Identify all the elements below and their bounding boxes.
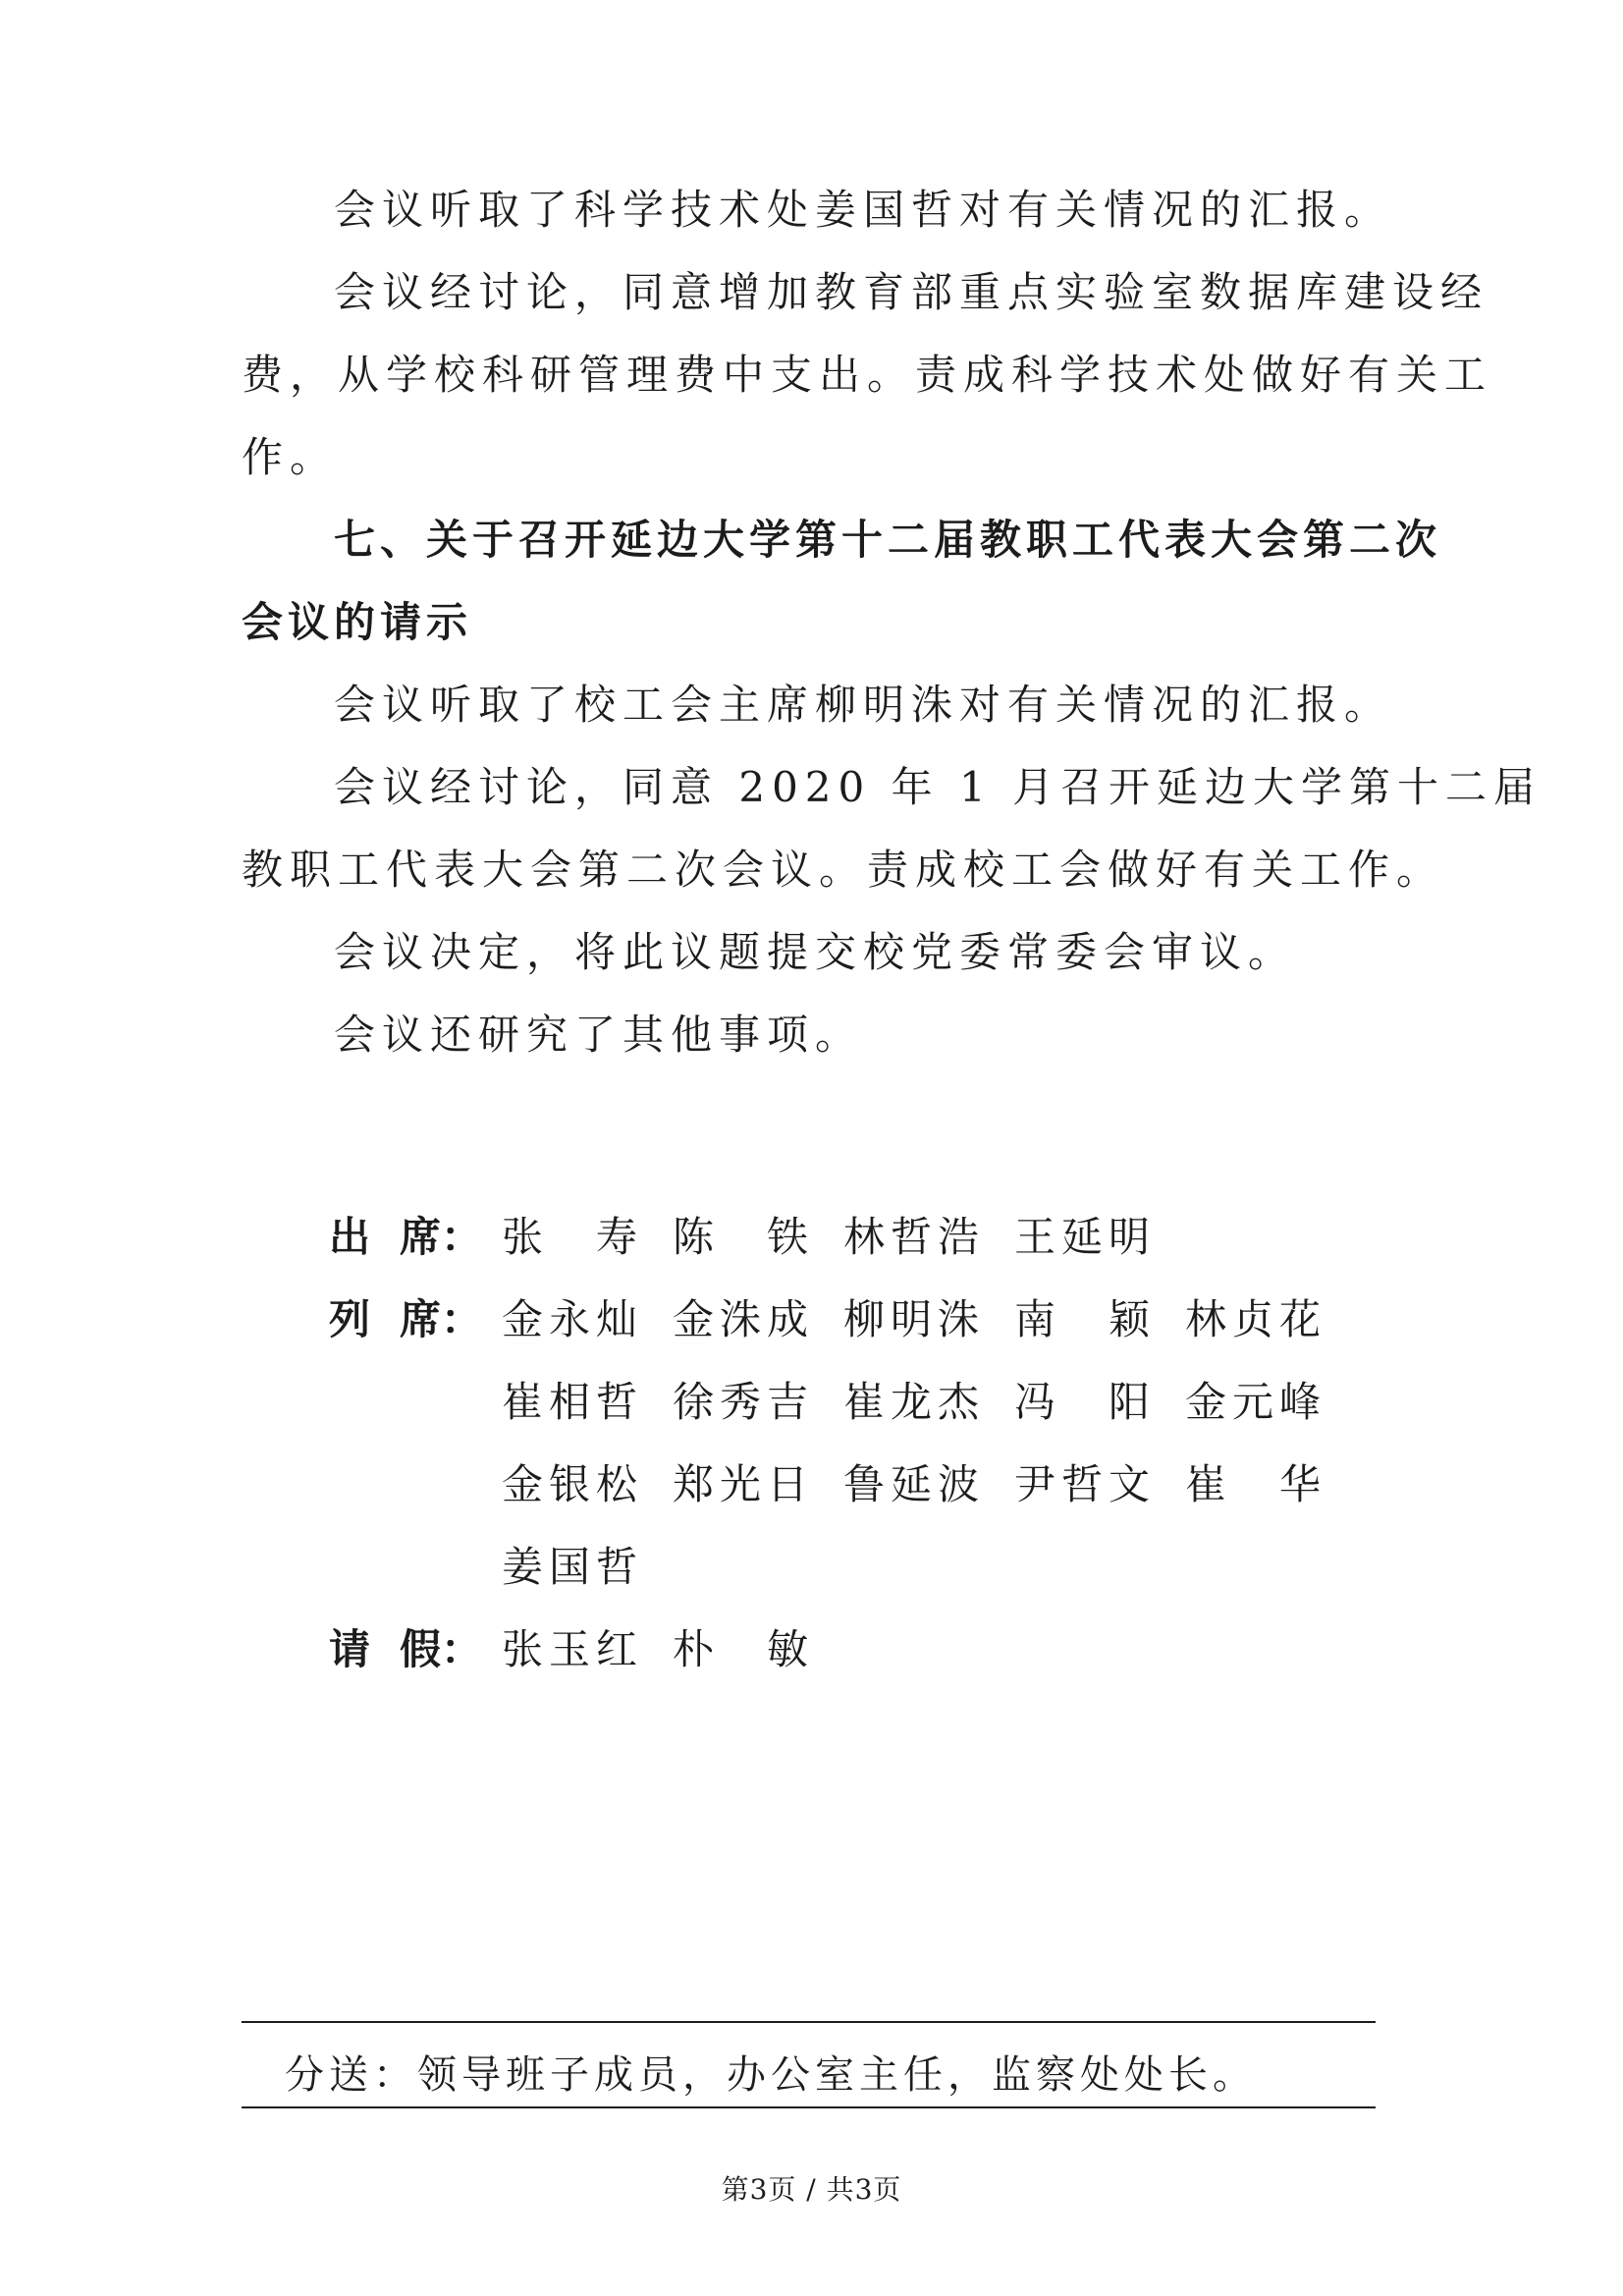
attendance-attending-row [329, 1279, 1356, 1361]
attendee-name: 姜国哲 [502, 1543, 644, 1591]
distribution-bottom-rule [242, 2106, 1376, 2108]
attendee-name: 陈 铁 [673, 1213, 815, 1261]
attendee-name: 王延明 [1014, 1213, 1157, 1261]
attendee-name: 张 寿 [502, 1213, 644, 1261]
attendance-list [329, 1196, 1356, 1691]
paragraph-discussion-line3: 作。 [242, 433, 339, 481]
attendee-name: 崔 华 [1185, 1460, 1327, 1508]
paragraph-report-union: 会议听取了校工会主席柳明洙对有关情况的汇报。 [334, 681, 1393, 729]
attendance-leave-row [329, 1609, 1356, 1691]
attendee-name: 南 颖 [1014, 1295, 1157, 1343]
attendance-attending-row [329, 1526, 1356, 1609]
attendee-name: 郑光日 [673, 1460, 815, 1508]
attendance-attending-row [329, 1361, 1356, 1444]
page-number: 第3页 / 共3页 [721, 2173, 902, 2206]
paragraph-report-science: 会议听取了科学技术处姜国哲对有关情况的汇报。 [334, 186, 1393, 234]
paragraph-decision: 会议决定，将此议题提交校党委常委会审议。 [334, 928, 1297, 976]
attendee-name: 金元峰 [1185, 1378, 1327, 1426]
attendance-present-label: 出 席： [329, 1213, 483, 1261]
distribution-top-rule [242, 2021, 1376, 2023]
distribution-list: 分送：领导班子成员，办公室主任，监察处处长。 [285, 2052, 1257, 2098]
attendance-attending-label: 列 席： [329, 1295, 483, 1343]
attendee-name: 崔龙杰 [843, 1378, 986, 1426]
attendee-name: 崔相哲 [502, 1378, 644, 1426]
attendee-name: 金洙成 [673, 1295, 815, 1343]
paragraph-discussion2-line1: 会议经讨论，同意 2020 年 1 月召开延边大学第十二届 [334, 763, 1542, 811]
attendee-name: 金永灿 [502, 1295, 644, 1343]
attendee-name: 冯 阳 [1014, 1378, 1157, 1426]
section-heading-7-line2: 会议的请示 [242, 598, 473, 646]
section-heading-7-line1: 七、关于召开延边大学第十二届教职工代表大会第二次 [334, 516, 1442, 564]
attendee-name: 金银松 [502, 1460, 644, 1508]
attendee-name: 徐秀吉 [673, 1378, 815, 1426]
attendee-name: 鲁延波 [843, 1460, 986, 1508]
attendance-present-row [329, 1196, 1356, 1279]
paragraph-discussion-line1: 会议经讨论，同意增加教育部重点实验室数据库建设经 [334, 268, 1489, 316]
attendee-name: 林贞花 [1185, 1295, 1327, 1343]
attendee-name: 张玉红 [502, 1625, 644, 1673]
attendee-name: 柳明洙 [843, 1295, 986, 1343]
attendee-name: 林哲浩 [843, 1213, 986, 1261]
attendance-attending-row [329, 1444, 1356, 1526]
paragraph-discussion2-line2: 教职工代表大会第二次会议。责成校工会做好有关工作。 [242, 846, 1445, 894]
attendee-name: 朴 敏 [673, 1625, 815, 1673]
paragraph-block [242, 169, 1542, 1076]
attendee-name: 尹哲文 [1014, 1460, 1157, 1508]
attendance-leave-label: 请 假： [329, 1625, 483, 1673]
paragraph-other-matters: 会议还研究了其他事项。 [334, 1011, 864, 1059]
paragraph-discussion-line2: 费，从学校科研管理费中支出。责成科学技术处做好有关工 [242, 351, 1493, 399]
